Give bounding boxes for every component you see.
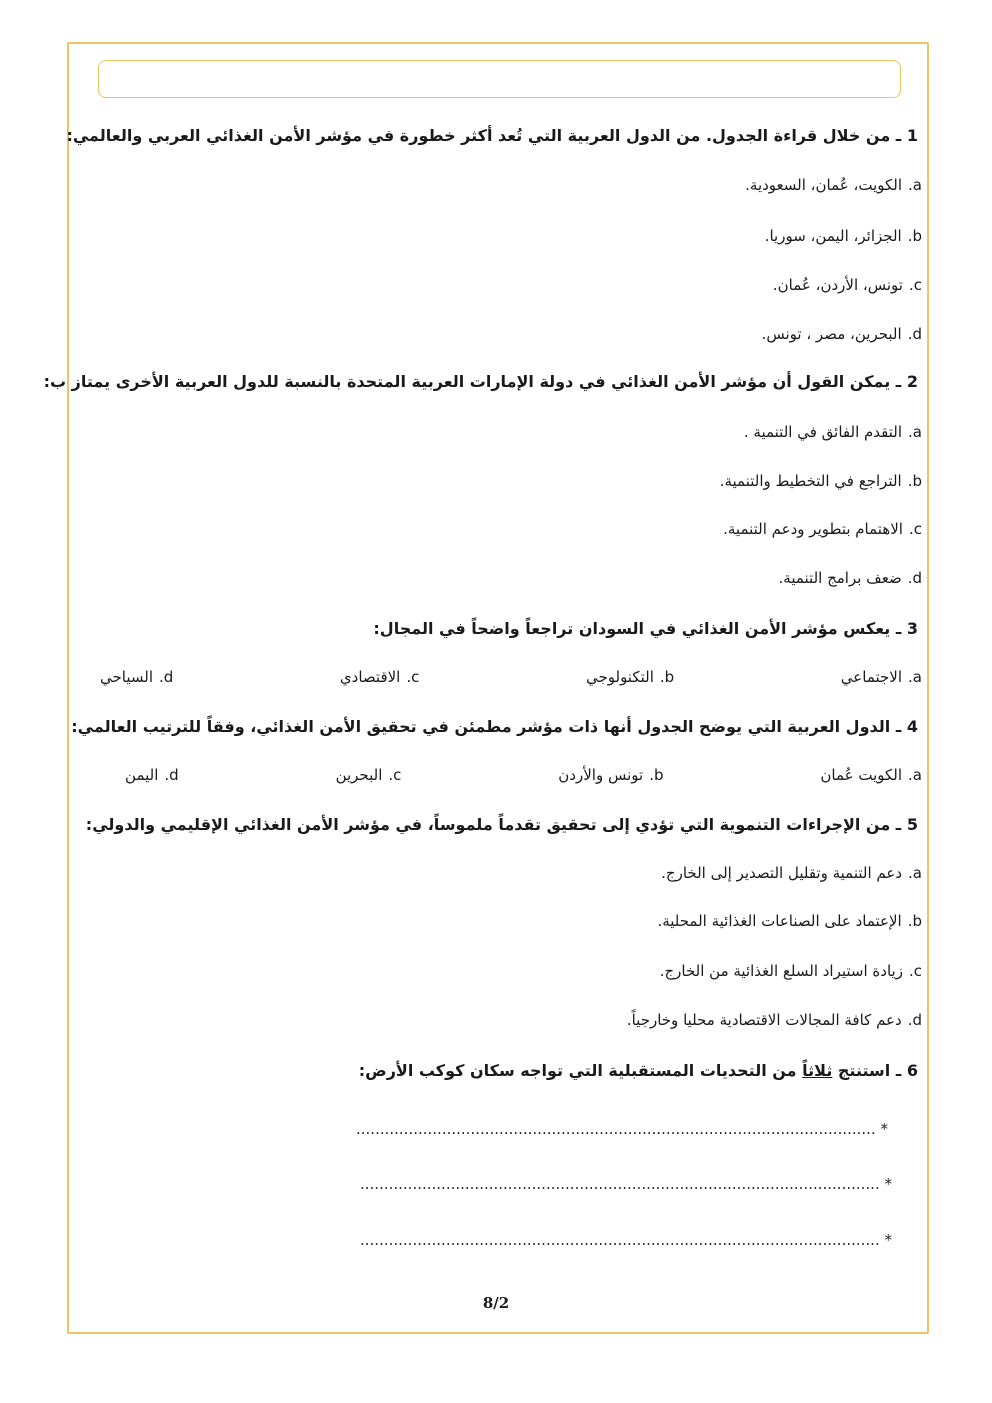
q5-option-a: a.دعم التنمية وتقليل التصدير إلى الخارج. [661,864,922,882]
q2-option-a: a.التقدم الفائق في التنمية . [743,423,922,441]
q1-option-d: d.البحرين، مصر ، تونس. [761,325,922,343]
q3-option-b: b.التكنولوجي [585,668,675,686]
answer-line-2[interactable]: * ............................................................................................................. [360,1175,892,1193]
q5-option-d: d.دعم كافة المجالات الاقتصادية محليا وخارجياً. [626,1011,922,1029]
question-6: 6 ـ استنتج ثلاثاً من التحديات المستقبلية التي تواجه سكان كوكب الأرض: [358,1061,918,1080]
question-5: 5 ـ من الإجراءات التنموية التي تؤدي إلى تحقيق تقدماً ملموساً، في مؤشر الأمن الغذائي الإقليمي والدولي: [85,815,918,834]
q3-option-a: a.الاجتماعي [840,668,922,686]
q4-option-c: c.البحرين [335,766,402,784]
question-3: 3 ـ يعكس مؤشر الأمن الغذائي في السودان تراجعاً واضحاً في المجال: [373,619,918,638]
q4-option-d: d.اليمن [125,766,179,784]
q5-option-b: b.الإعتماد على الصناعات الغذائية المحلية. [657,912,922,930]
q2-option-b: b.التراجع في التخطيط والتنمية. [719,472,922,490]
q1-option-b: b.الجزائر، اليمن، سوريا. [764,227,922,245]
q3-option-d: d.السياحي [100,668,174,686]
q3-options-row [100,668,922,690]
q1-option-a: a.الكويت، عُمان، السعودية. [745,176,922,194]
q5-option-c: c.زيادة استيراد السلع الغذائية من الخارج. [659,962,922,980]
question-1: 1 ـ من خلال قراءة الجدول. من الدول العربية التي تُعد أكثر خطورة في مؤشر الأمن الغذائي العربي والعالمي: [66,126,918,145]
page-number: 8/2 [482,1294,510,1312]
q2-option-d: d.ضعف برامج التنمية. [778,569,922,587]
q4-options-row [125,766,922,788]
q1-option-c: c.تونس، الأردن، عُمان. [772,276,922,294]
answer-line-3[interactable]: * ............................................................................................................. [360,1231,892,1249]
q4-option-a: a.الكويت عُمان [820,766,922,784]
question-2: 2 ـ يمكن القول أن مؤشر الأمن الغذائي في دولة الإمارات العربية المتحدة بالنسبة للدول العربية الأخرى يمتاز ب: [43,372,918,391]
answer-line-1[interactable]: * ............................................................................................................. [356,1120,888,1138]
question-4: 4 ـ الدول العربية التي يوضح الجدول أنها ذات مؤشر مطمئن في تحقيق الأمن الغذائي، وفقاً للترتيب العالمي: [71,717,918,736]
q4-option-b: b.تونس والأردن [558,766,664,784]
header-box [98,60,901,98]
q3-option-c: c.الاقتصادي [339,668,420,686]
q2-option-c: c.الاهتمام بتطوير ودعم التنمية. [723,520,922,538]
